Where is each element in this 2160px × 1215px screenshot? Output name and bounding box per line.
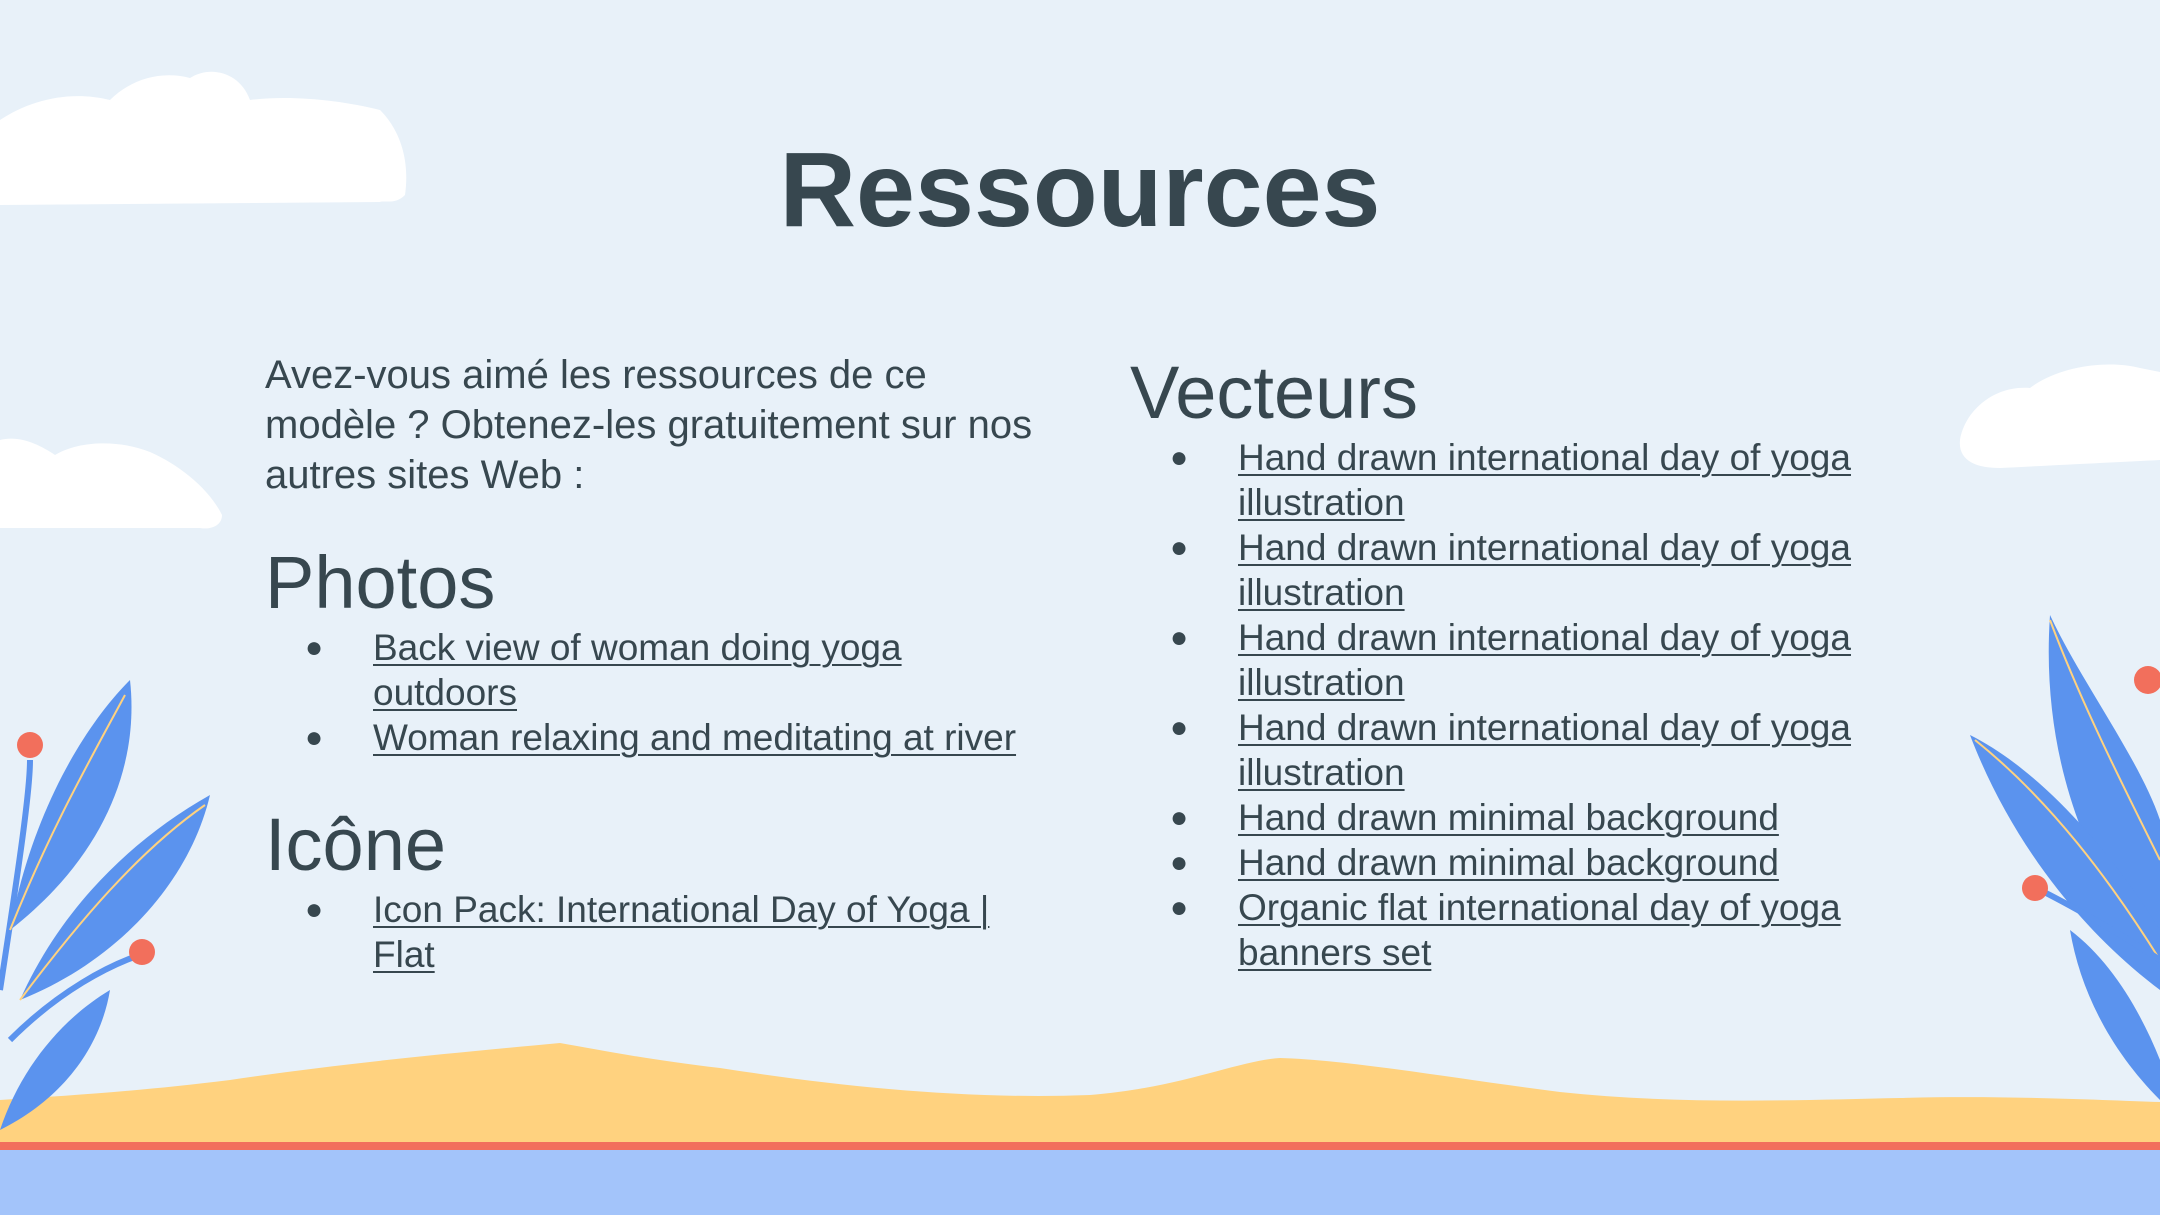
vecteurs-heading: Vecteurs [1130, 351, 1418, 434]
vector-link-7[interactable]: Organic flat international day of yoga banners set [1238, 887, 1841, 974]
left-column [265, 350, 1055, 977]
cloud-right [1960, 364, 2160, 468]
vector-link-5[interactable]: Hand drawn minimal background [1238, 797, 1779, 839]
list-item [265, 625, 1055, 715]
photo-link-back-view-woman-yoga[interactable]: Back view of woman doing yoga outdoors [373, 627, 902, 714]
vecteurs-list [1130, 435, 1930, 975]
vector-link-1[interactable]: Hand drawn international day of yoga illustration [1238, 437, 1851, 524]
sand-hills [0, 1043, 2160, 1150]
bullet-icon: ● [305, 893, 324, 927]
bullet-icon: ● [305, 721, 324, 755]
list-item [1130, 795, 1930, 840]
water [0, 1150, 2160, 1215]
vector-link-6[interactable]: Hand drawn minimal background [1238, 842, 1779, 884]
page-title: Ressources [779, 131, 1381, 249]
bullet-icon: ● [1170, 441, 1189, 475]
icon-pack-link[interactable]: Icon Pack: International Day of Yoga | Flat [373, 889, 990, 976]
right-column [1130, 350, 1930, 975]
icone-list [265, 887, 1055, 977]
flower-bud-icon [2022, 875, 2048, 901]
flower-bud-icon [17, 732, 43, 758]
bullet-icon: ● [1170, 621, 1189, 655]
vector-link-3[interactable]: Hand drawn international day of yoga illustration [1238, 617, 1851, 704]
list-item [1130, 615, 1930, 705]
bullet-icon: ● [1170, 846, 1189, 880]
bullet-icon: ● [1170, 711, 1189, 745]
photos-list [265, 625, 1055, 760]
photo-link-woman-relaxing-river[interactable]: Woman relaxing and meditating at river [373, 717, 1017, 759]
photos-heading: Photos [265, 541, 496, 624]
bullet-icon: ● [1170, 801, 1189, 835]
vector-link-2[interactable]: Hand drawn international day of yoga illustration [1238, 527, 1851, 614]
flower-bud-icon [129, 939, 155, 965]
list-item [1130, 525, 1930, 615]
list-item [265, 887, 1055, 977]
cloud-mid-left [0, 439, 222, 529]
icone-heading: Icône [265, 803, 447, 887]
bullet-icon: ● [1170, 531, 1189, 565]
list-item [1130, 435, 1930, 525]
plant-right [1970, 615, 2160, 1100]
flower-bud-icon [2134, 666, 2160, 694]
list-item [1130, 705, 1930, 795]
list-item [1130, 840, 1930, 885]
intro-text: Avez-vous aimé les ressources de ce modèle ? Obtenez-les gratuitement sur nos autres sites Web : [265, 353, 1033, 497]
vector-link-4[interactable]: Hand drawn international day of yoga illustration [1238, 707, 1851, 794]
bullet-icon: ● [1170, 891, 1189, 925]
bullet-icon: ● [305, 631, 324, 665]
list-item [1130, 885, 1930, 975]
plant-left [0, 680, 210, 1130]
list-item [265, 715, 1055, 760]
